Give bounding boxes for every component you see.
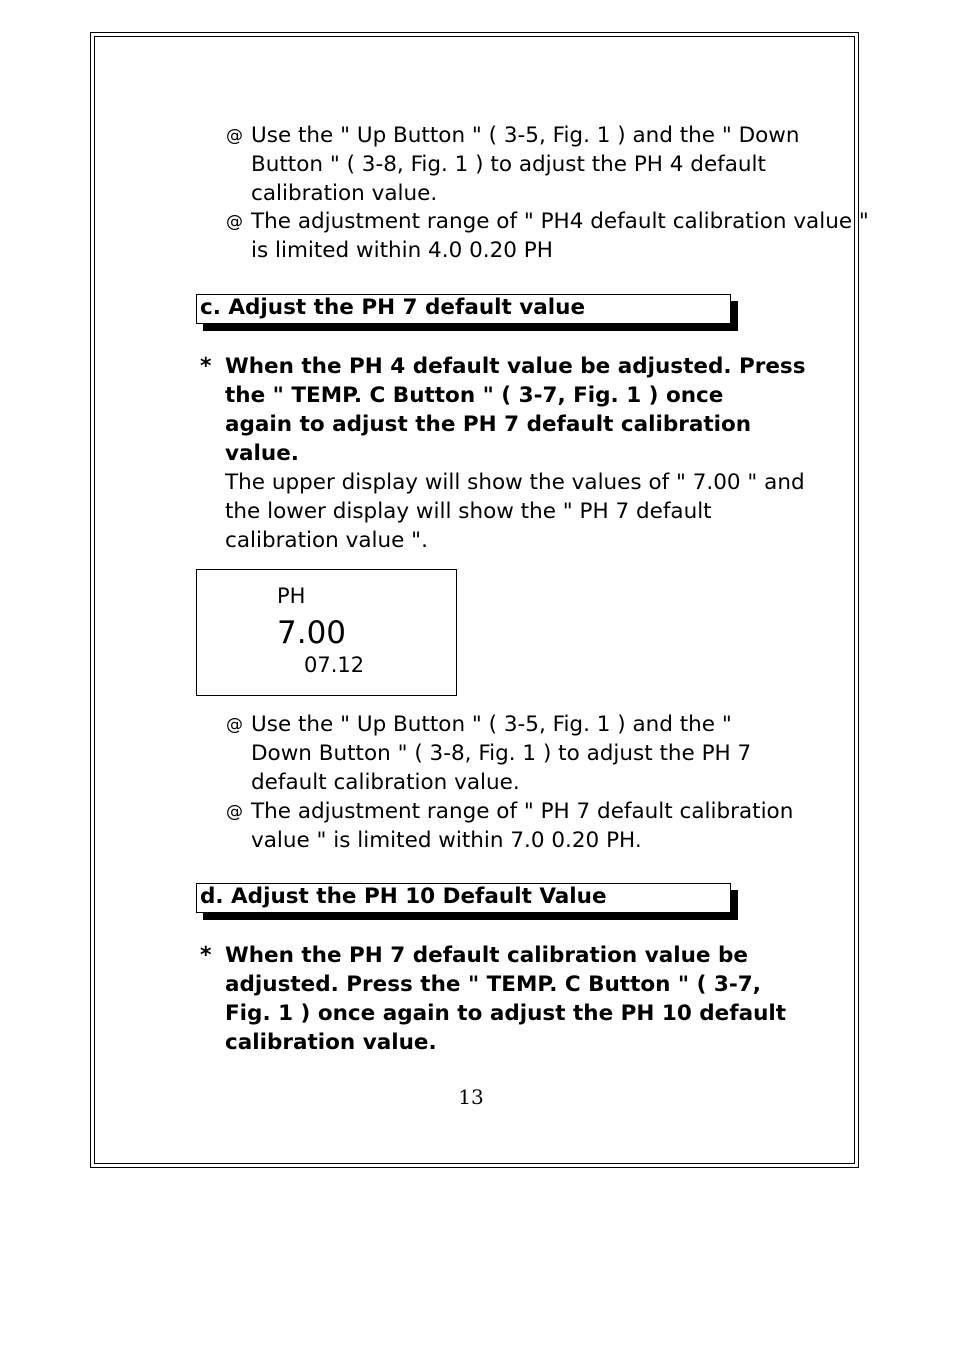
note-line: value " is limited within 7.0 0.20 PH.	[251, 828, 642, 853]
note-line: is limited within 4.0 0.20 PH	[251, 238, 553, 263]
instruction-line: When the PH 7 default calibration value be	[225, 943, 748, 968]
description-line: The upper display will show the values of " 7.00 " and	[225, 470, 805, 495]
note-line: Button " ( 3-8, Fig. 1 ) to adjust the PH 4 default	[251, 152, 766, 177]
note-line: Use the " Up Button " ( 3-5, Fig. 1 ) and the "	[251, 712, 732, 737]
bullet-marker: @	[226, 802, 243, 822]
note-line: The adjustment range of " PH 7 default calibration	[251, 799, 794, 824]
note-line: calibration value.	[251, 181, 438, 206]
instruction-line: value.	[225, 441, 299, 466]
instruction-line: the " TEMP. C Button " ( 3-7, Fig. 1 ) once	[225, 383, 724, 408]
instruction-line: Fig. 1 ) once again to adjust the PH 10 default	[225, 1001, 787, 1026]
page-number: 13	[458, 1085, 484, 1109]
note-line: Use the " Up Button " ( 3-5, Fig. 1 ) and the " Down	[251, 123, 800, 148]
display-sub-value: 07.12	[304, 653, 365, 677]
note-line: Down Button " ( 3-8, Fig. 1 ) to adjust the PH 7	[251, 741, 752, 766]
description-line: calibration value ".	[225, 528, 428, 553]
bullet-marker: @	[226, 212, 243, 232]
description-line: the lower display will show the " PH 7 default	[225, 499, 712, 524]
instruction-line: adjusted. Press the " TEMP. C Button " ( 3-7,	[225, 972, 761, 997]
star-marker: *	[200, 354, 212, 379]
instruction-line: again to adjust the PH 7 default calibration	[225, 412, 752, 437]
instruction-line: When the PH 4 default value be adjusted. Press	[225, 354, 806, 379]
display-main-value: 7.00	[277, 615, 347, 651]
bullet-marker: @	[226, 715, 243, 735]
note-line: default calibration value.	[251, 770, 520, 795]
instruction-line: calibration value.	[225, 1030, 437, 1055]
section-c-heading: c. Adjust the PH 7 default value	[200, 295, 586, 320]
display-unit-label: PH	[277, 584, 306, 608]
note-line: The adjustment range of " PH4 default calibration value "	[251, 209, 869, 234]
bullet-marker: @	[226, 126, 243, 146]
star-marker: *	[200, 943, 212, 968]
section-d-heading: d. Adjust the PH 10 Default Value	[200, 884, 607, 909]
